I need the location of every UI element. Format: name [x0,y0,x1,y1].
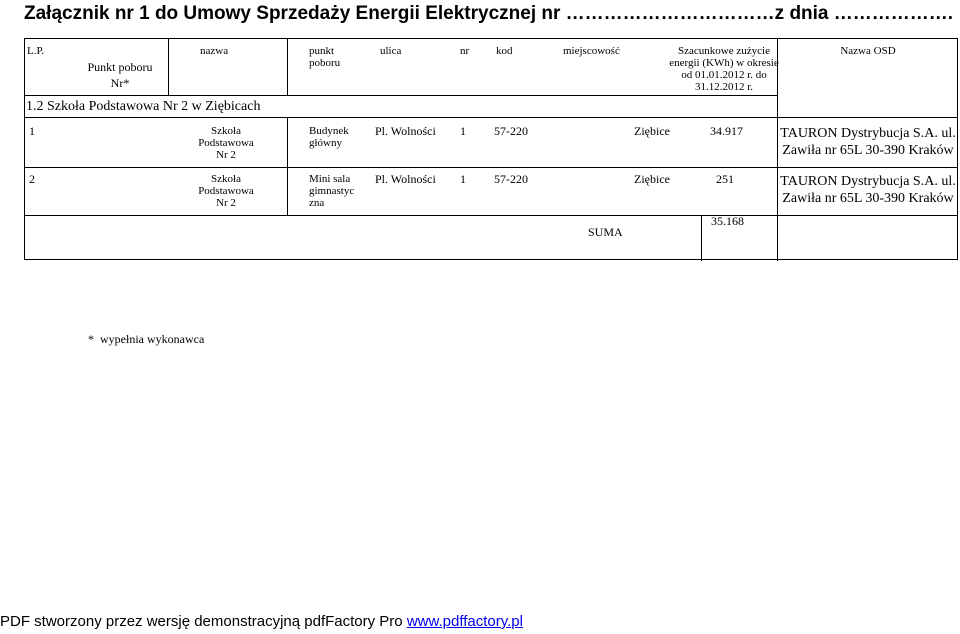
header-szacunkowe-line1: Szacunkowe zużycie [678,45,770,57]
row2-punkt [309,173,354,209]
header-szacunkowe-zuzycie [664,45,784,93]
row2-lp: 2 [29,172,35,186]
row2-nazwa [186,173,266,209]
header-nr: Nr* [110,76,130,90]
header-punkt-line2: poboru [309,57,341,69]
row1-nazwa-line1: Szkoła [211,125,241,137]
row1-punkt-line2: główny [309,137,342,149]
row1-kod: 57-220 [494,124,528,138]
column-divider [701,215,702,261]
row2-kod: 57-220 [494,172,528,186]
document-title: Załącznik nr 1 do Umowy Sprzedaży Energii Elektrycznej nr ……………………………z dnia ………………. [24,3,954,24]
column-divider [287,117,288,215]
row2-punkt-line3: zna [309,197,325,209]
header-kod: kod [496,45,513,57]
header-szacunkowe-line4: 31.12.2012 r. [694,81,754,93]
header-punkt-poboru-col [309,45,340,69]
pdf-watermark-footer [0,613,523,630]
column-divider [287,39,288,95]
header-osd: Nazwa OSD [840,45,896,57]
row2-osd-line2: Zawiła nr 65L 30-390 Kraków [782,191,954,206]
row1-miejscowosc: Ziębice [634,124,670,138]
header-nazwa: nazwa [200,45,229,57]
row1-osd [778,125,958,159]
row1-osd-line1: TAURON Dystrybucja S.A. ul. [780,126,956,141]
header-punkt-poboru [64,61,176,90]
pdffactory-link[interactable]: www.pdffactory.pl [406,613,523,630]
row1-ulica: Pl. Wolności [375,124,436,138]
row-divider [25,167,957,168]
footer-text: PDF stworzony przez wersję demonstracyjną pdfFactory Pro [0,613,407,630]
row1-nazwa [186,125,266,161]
row1-lp: 1 [29,124,35,138]
header-lp: L.P. [27,45,45,57]
header-miejscowosc: miejscowość [563,45,620,57]
row2-zuzycie: 251 [716,172,734,186]
row2-nazwa-line3: Nr 2 [216,197,236,209]
row1-punkt [309,125,349,149]
section-title: 1.2 Szkoła Podstawowa Nr 2 w Ziębicach [26,99,261,114]
row2-nazwa-line1: Szkoła [211,173,241,185]
row2-nr: 1 [460,172,466,186]
row2-punkt-line1: Mini sala [309,173,351,185]
row2-osd-line1: TAURON Dystrybucja S.A. ul. [780,174,956,189]
row1-nazwa-line3: Nr 2 [216,149,236,161]
row1-osd-line2: Zawiła nr 65L 30-390 Kraków [782,143,954,158]
row2-nazwa-line2: Podstawowa [198,185,254,197]
header-ulica: ulica [380,45,402,57]
header-szacunkowe-line3: od 01.01.2012 r. do [681,69,767,81]
suma-value: 35.168 [711,214,744,228]
header-punkt-poboru-line1: Punkt poboru [87,60,153,74]
row1-zuzycie: 34.917 [710,124,743,138]
header-divider [25,95,777,96]
row1-nazwa-line2: Podstawowa [198,137,254,149]
header-szacunkowe-line2: energii (KWh) w okresie [669,57,779,69]
row-divider [25,215,957,216]
header-punkt-line1: punkt [309,45,335,57]
header-nr-col: nr [460,45,470,57]
row2-osd [778,173,958,207]
suma-label: SUMA [588,225,623,239]
footnote: * wypełnia wykonawca [88,332,205,346]
row2-miejscowosc: Ziębice [634,172,670,186]
row1-nr: 1 [460,124,466,138]
section-divider [25,117,957,118]
row2-ulica: Pl. Wolności [375,172,436,186]
row2-punkt-line2: gimnastyc [309,185,355,197]
row1-punkt-line1: Budynek [309,125,349,137]
